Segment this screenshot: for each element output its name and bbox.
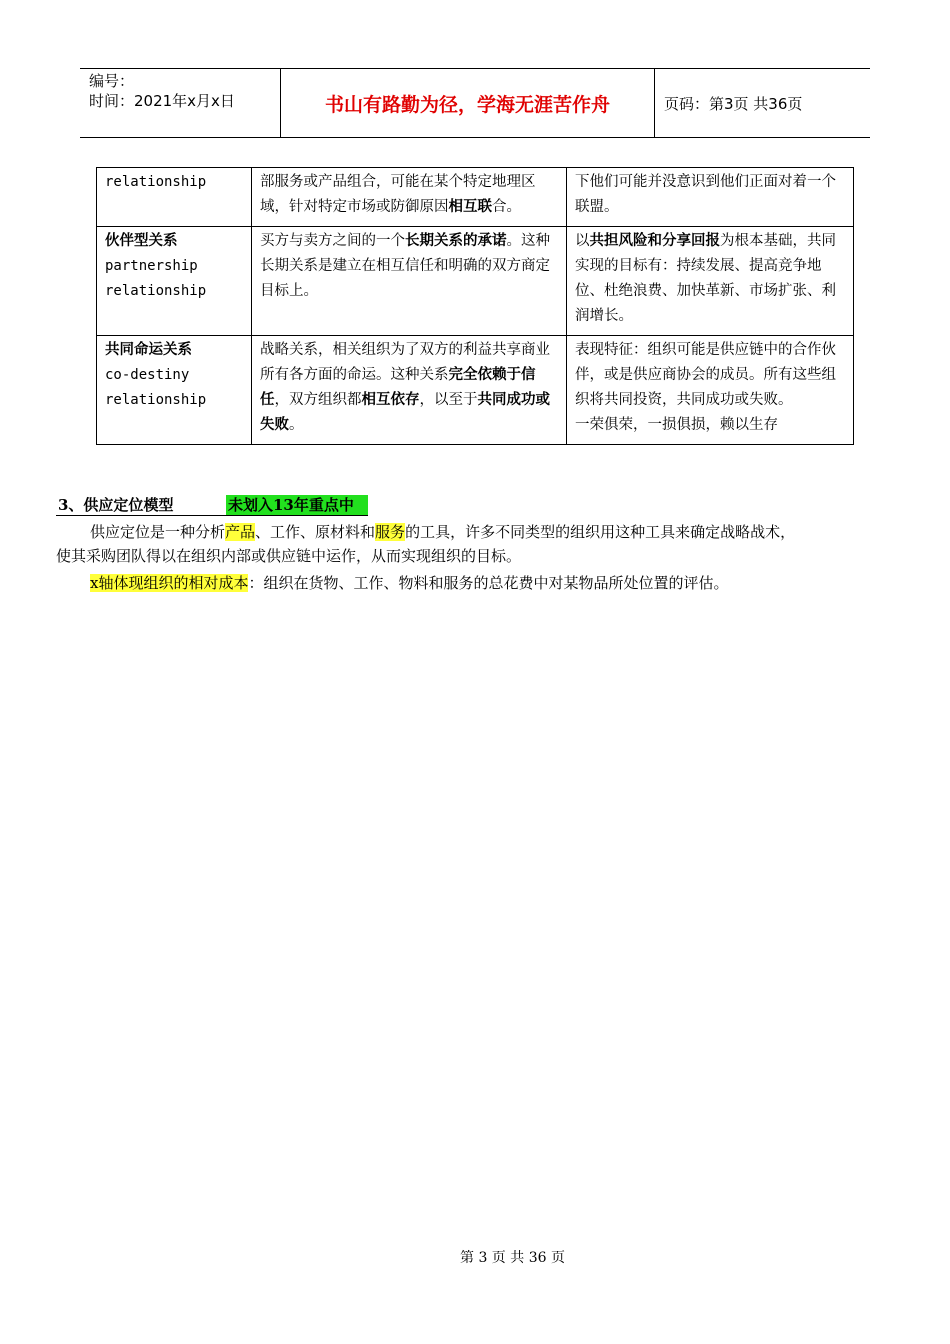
paragraph-2 [56,571,876,595]
table-row [97,227,854,336]
time-label: 时间：2021年x月x日 [89,92,235,110]
cell-text: 买方与卖方之间的一个 [260,233,405,249]
cell-en-term: relationship [105,392,207,408]
table-row [97,168,854,227]
paragraph-1 [56,520,876,568]
section-tag-highlight: 未划入13年重点中 [226,495,368,515]
table-cell [252,168,567,227]
cell-bold-text: 相互联 [448,199,492,215]
table-cell [97,336,252,445]
cell-cn-term: 共同命运关系 [105,342,192,358]
table-cell [567,227,854,336]
cell-bold-text: 相互依存 [361,392,420,408]
section-heading [56,495,368,516]
highlight-text: 服务 [375,523,406,541]
table-cell [567,336,854,445]
cell-text: 部服务或产品组合，可能在某个特定地理区域，针对特定市场或防御原因 [260,174,536,215]
cell-en-term: partnership [105,258,198,274]
cell-text: 。这种长期关系是建立在相互信任和明确的双方商定目标上。 [260,233,550,299]
cell-text: 一荣俱荣，一损俱损，赖以生存 [575,417,778,433]
cell-text: 下他们可能并没意识到他们正面对着一个联盟。 [575,174,836,215]
cell-text: 为根本基础，共同实现的目标有：持续发展、提高竞争地位、杜绝浪费、加快革新、市场扩张、利润增长。 [575,233,836,324]
page-header [80,68,870,138]
cell-text: 合。 [492,199,521,215]
cell-text: 表现特征：组织可能是供应链中的合作伙伴，或是供应商协会的成员。所有这些组织将共同投资，共同成功或失败。 [575,342,836,408]
table-cell [97,227,252,336]
cell-text: 以 [575,233,590,249]
relationship-table [96,167,854,445]
table-cell [252,336,567,445]
cell-text: ，以至于 [419,392,478,408]
para-text: 、工作、原材料和 [255,523,376,541]
table-row [97,336,854,445]
cell-bold-text: 长期关系的承诺 [405,233,507,249]
cell-text: 。 [289,417,304,433]
cell-en-term: relationship [105,174,207,190]
paragraph-line [56,520,876,544]
para-text: 的工具，许多不同类型的组织用这种工具来确定战略战术， [405,523,796,541]
table-cell [567,168,854,227]
section-title: 3、供应定位模型 [58,496,174,514]
cell-bold-text: 完全依赖于信任 [260,367,536,408]
table-cell [252,227,567,336]
cell-text: 战略关系，相关组织为了双方的利益共享商业所有各方面的命运。这种关系 [260,342,550,383]
table-cell [97,168,252,227]
page-footer: 第 3 页 共 36 页 [460,1250,565,1266]
cell-en-term: co-destiny [105,367,190,383]
cell-cn-term: 伙伴型关系 [105,233,178,249]
paragraph-line: 使其采购团队得以在组织内部或供应链中运作，从而实现组织的目标。 [56,547,522,565]
cell-bold-text: 共同成功或失败 [260,392,550,433]
cell-en-term: relationship [105,283,207,299]
cell-text: ，双方组织都 [274,392,362,408]
para-text: 供应定位是一种分析 [90,523,226,541]
header-motto: 书山有路勤为径，学海无涯苦作舟 [281,69,655,137]
highlight-text: x轴体现组织的相对成本 [90,574,249,592]
header-left-cell [80,69,281,137]
cell-bold-text: 共担风险和分享回报 [589,233,720,249]
number-label: 编号： [89,72,135,90]
header-page-info: 页码：第3页 共36页 [664,94,803,113]
para-text: ：组织在货物、工作、物料和服务的总花费中对某物品所处位置的评估。 [248,574,729,592]
highlight-text: 产品 [225,523,256,541]
